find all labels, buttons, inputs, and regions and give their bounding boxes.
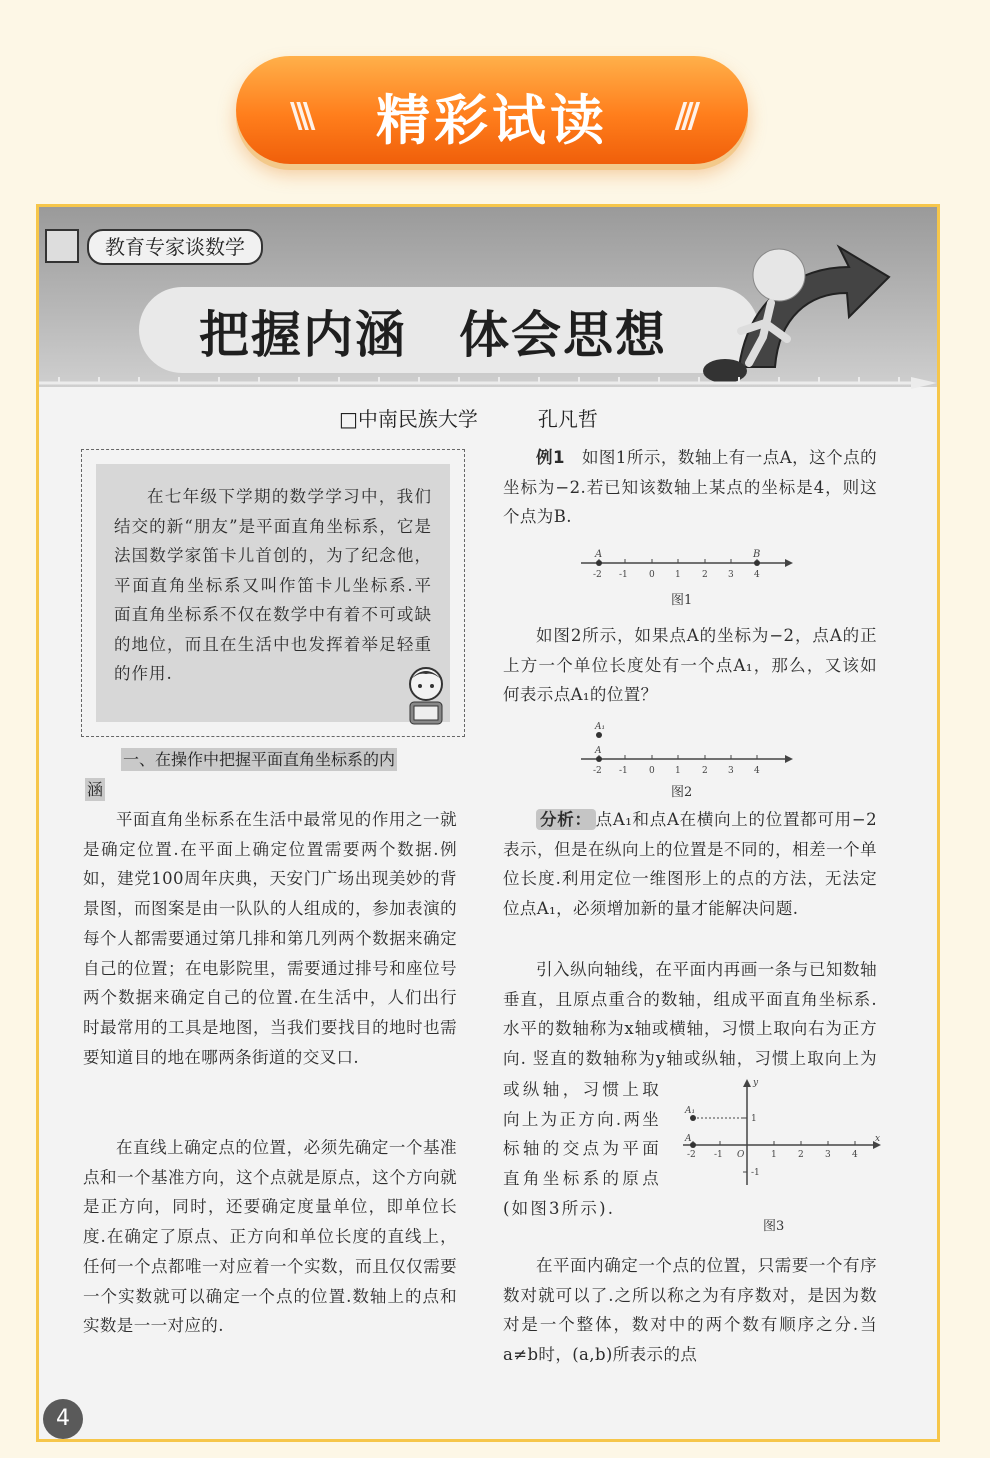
column-tag: 教育专家谈数学 [87,229,263,265]
fig1-tick: -2 [593,570,602,580]
fig3-y-label: y [753,1078,759,1088]
section-1-title-b: 涵 [87,780,104,799]
right-paragraph-3-continued: 或纵轴，习惯上取向上为正方向.两坐标轴的交点为平面直角坐标系的原点(如图3所示). [503,1080,661,1218]
section-1-title-a: 一、在操作中把握平面直角坐标系的内 [123,750,396,769]
arrow-figure-illustration [679,227,899,387]
fig3-y-tick: 1 [751,1114,757,1124]
intro-box [81,449,465,737]
header-banner [236,56,748,164]
fig2-tick: -2 [593,766,602,776]
example-1 [503,443,877,532]
left-paragraph-2: 在直线上确定点的位置，必须先确定一个基准点和一个基准方向，这个点就是原点，这个方向就是正方向，同时，还要确定度量单位，即单位长度.在确定了原点、正方向和单位长度的直线上，任何一个点都唯一对应着一个实数，而且仅仅需要一个实数就可以确定一个点的位置.数轴上的点和实数是一一对应的. [83,1138,457,1336]
column-icon [45,229,79,263]
fig3-x-tick: -1 [714,1150,723,1160]
fig2-tick: 1 [675,766,681,776]
fig3-x-tick: 4 [852,1150,858,1160]
fig1-tick: -1 [619,570,628,580]
fig1-tick: 0 [649,570,655,580]
left-slash-decoration: \\\ [290,96,310,136]
figure-3-caption: 图3 [763,1219,785,1234]
fig1-label-A: A [595,549,603,560]
fig3-origin: O [737,1150,745,1160]
right-paragraph-3a [503,955,877,1075]
fig1-tick: 3 [728,570,734,580]
fig3-x-label: x [875,1134,881,1144]
intro-text: 在七年级下学期的数学学习中，我们结交的新“朋友”是平面直角坐标系，它是法国数学家笛卡儿首创的，为了纪念他，平面直角坐标系又叫作笛卡儿坐标系.平面直角坐标系不仅在数学中有着不可或缺的地位，而且在生活中也发挥着举足轻重的作用. [114,487,432,683]
fig1-tick: 1 [675,570,681,580]
article-title: 把握内涵 体会思想 [199,306,667,364]
book-page [36,204,940,1442]
banner-title: 精彩试读 [376,89,608,152]
analysis-badge: 分析： [536,809,596,830]
reading-boy-illustration [396,662,456,728]
fig2-tick: 0 [649,766,655,776]
right-paragraph-3: 引入纵向轴线，在平面内再画一条与已知数轴垂直，且原点重合的数轴，组成平面直角坐标系.水平的数轴称为x轴或横轴，习惯上取向右为正方向. 竖直的数轴称为y轴或纵轴，习惯上取向上为 [503,960,877,1069]
section-1-heading [81,745,465,805]
fig3-label-A: A [685,1134,692,1144]
fig3-x-tick: 2 [798,1150,804,1160]
fig2-label-A: A [595,746,602,756]
author-line: □中南民族大学 孔凡哲 [339,407,598,431]
ruler-decoration [39,375,937,389]
fig3-x-tick: 1 [771,1150,777,1160]
fig2-tick: 4 [754,766,760,776]
example-text: 如图1所示，数轴上有一点A，这个点的坐标为−2.若已知该数轴上某点的坐标是4，则这个点为B. [503,448,878,527]
page-number: 4 [43,1399,83,1439]
figure-2-caption: 图2 [671,785,693,800]
analysis-text: 点A₁和点A在横向上的位置都可用−2表示，但是在纵向上的位置是不同的，相差一个单位长度.利用定位一维图形上的点的方法，无法定位点A₁，必须增加新的量才能解决问题. [503,810,877,919]
left-paragraph-1: 平面直角坐标系在生活中最常见的作用之一就是确定位置.在平面上确定位置需要两个数据.例如，建党100周年庆典，天安门广场出现美妙的背景图，而图案是由一队队的人组成的，参加表演的每个人都需要通过第几排和第几列两个数据来确定自己的位置；在电影院里，需要通过排号和座位号两个数据来确定自己的位置.在生活中，人们出行时最常用的工具是地图，当我们要找目的地时也需要知道目的地在哪两条街道的交叉口. [83,810,457,1067]
fig1-tick: 2 [702,570,708,580]
figure-1-number-line [579,545,799,585]
fig2-label-A1: A₁ [595,722,606,732]
fig1-tick: 4 [754,570,760,580]
right-slash-decoration: /// [674,96,694,136]
fig3-y-tick: -1 [751,1168,760,1178]
fig2-tick: -1 [619,766,628,776]
page-header-band [39,207,937,387]
figure-2-number-line [579,719,799,779]
fig2-tick: 3 [728,766,734,776]
fig2-tick: 2 [702,766,708,776]
right-paragraph-2: 如图2所示，如果点A的坐标为−2，点A的正上方一个单位长度处有一个点A₁，那么，又该如何表示点A₁的位置？ [503,626,877,705]
fig3-x-tick: 3 [825,1150,831,1160]
analysis-paragraph [503,805,877,924]
fig3-x-tick: -2 [687,1150,696,1160]
figure-3-coordinate-plane [679,1075,889,1195]
fig1-label-B: B [753,549,761,560]
right-paragraph-4: 在平面内确定一个点的位置，只需要一个有序数对就可以了.之所以称之为有序数对，是因为数对是一个整体，数对中的两个数有顺序之分.当a≠b时，(a,b)所表示的点 [503,1256,877,1365]
figure-1-caption: 图1 [671,593,693,608]
fig3-label-A1: A₁ [685,1106,696,1116]
example-label: 例1 [536,448,565,467]
intro-box-inner [96,464,450,722]
